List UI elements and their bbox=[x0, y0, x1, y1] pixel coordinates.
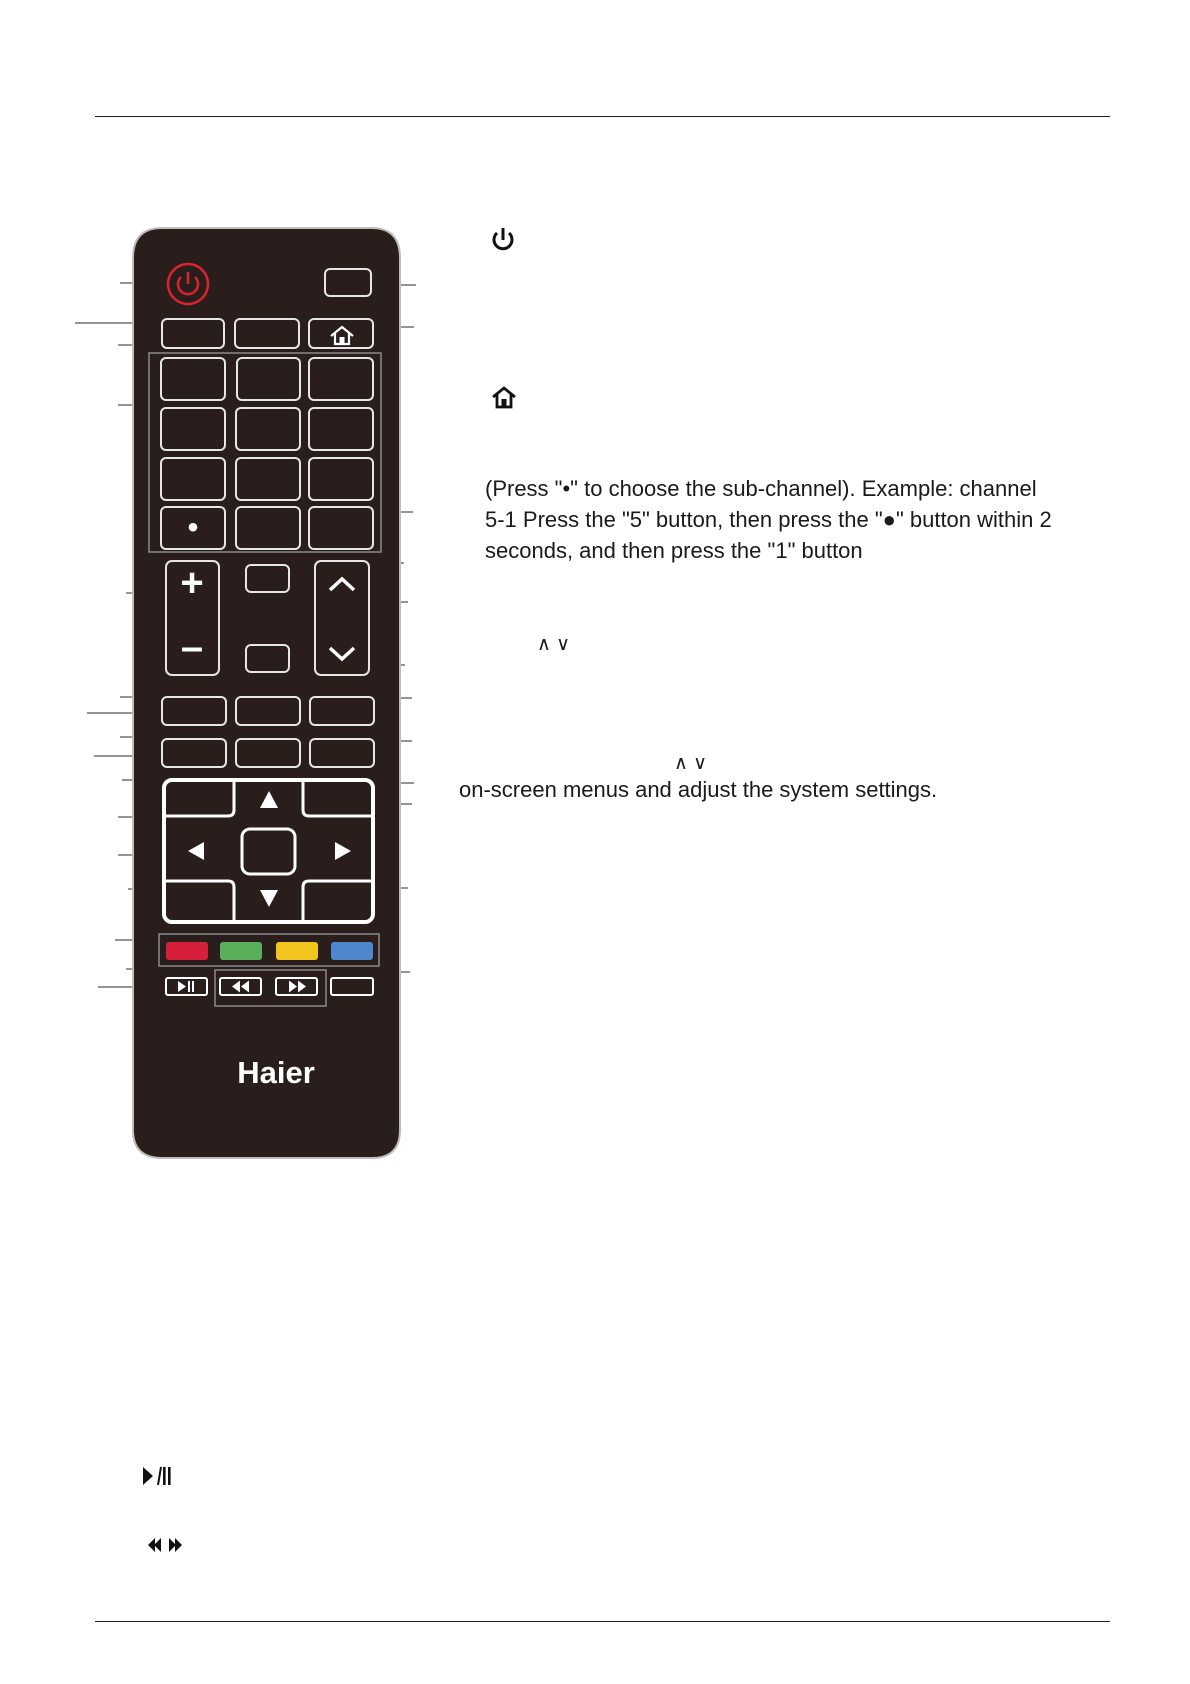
remote-body bbox=[133, 228, 400, 1158]
play-pause-icon bbox=[141, 1465, 173, 1487]
home-icon bbox=[491, 386, 517, 410]
volume-plus-label: + bbox=[180, 561, 204, 605]
brand-logo: Haier bbox=[237, 1055, 315, 1090]
number-keys-description-line-3: seconds, and then press the "1" button bbox=[485, 538, 863, 563]
yellow-key[interactable] bbox=[276, 942, 318, 960]
green-key[interactable] bbox=[220, 942, 262, 960]
number-keys-description-line-2: 5-1 Press the "5" button, then press the "●" button within 2 bbox=[485, 507, 1052, 532]
bottom-rule bbox=[95, 1621, 1110, 1622]
navigation-description: on-screen menus and adjust the system settings. bbox=[459, 777, 938, 802]
navigation-arrows-text: ∧ ∨ bbox=[674, 753, 708, 774]
blue-key[interactable] bbox=[331, 942, 373, 960]
dot-key-label: • bbox=[187, 511, 199, 544]
power-icon bbox=[490, 226, 516, 254]
volume-minus-label: – bbox=[180, 625, 204, 669]
rewind-fast-forward-icon bbox=[146, 1536, 184, 1554]
number-keys-description-line-1: (Press "•" to choose the sub-channel). Example: channel bbox=[485, 476, 1037, 501]
channel-arrows-text: ∧ ∨ bbox=[537, 634, 571, 655]
red-key[interactable] bbox=[166, 942, 208, 960]
power-button[interactable] bbox=[168, 264, 208, 304]
remote-control-illustration bbox=[0, 0, 460, 1180]
